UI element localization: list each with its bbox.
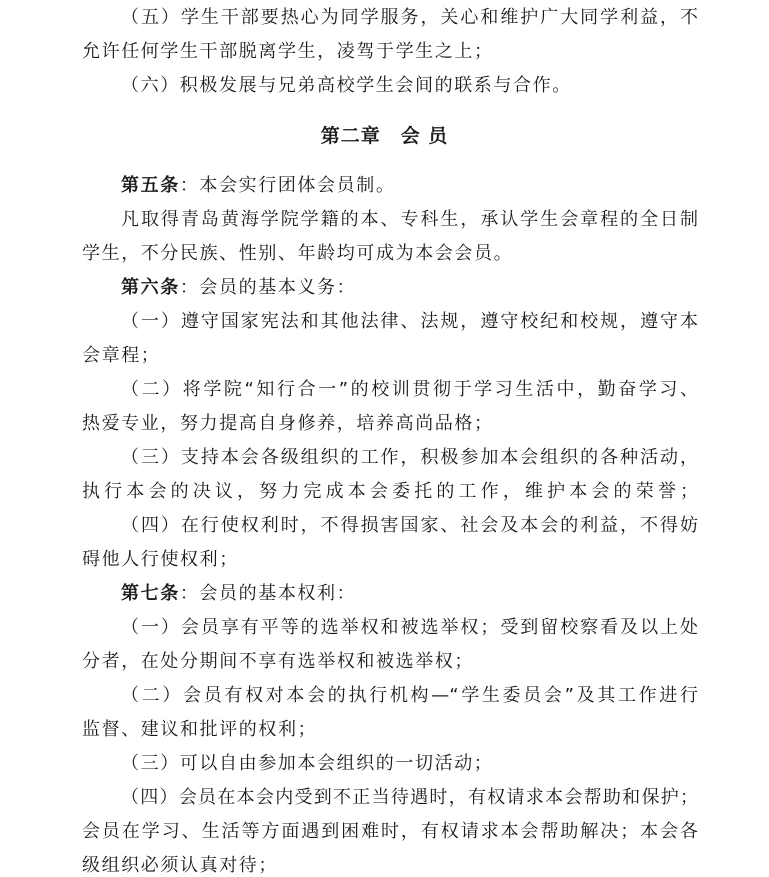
article-line xyxy=(121,583,356,605)
text-line: （三）可以自由参加本会组织的一切活动； xyxy=(121,753,494,774)
text-line: （四）在行使权利时，不得损害国家、社会及本会的利益，不得妨 xyxy=(121,515,698,536)
text-line: （二）将学院“知行合一”的校训贯彻于学习生活中，勤奋学习、 xyxy=(121,379,698,400)
article-label: 第七条 xyxy=(121,583,180,604)
article-text: 会员的基本权利： xyxy=(199,583,357,604)
text-line: （一）遵守国家宪法和其他法律、法规，遵守校纪和校规，遵守本 xyxy=(121,311,698,332)
article-colon: ： xyxy=(179,277,200,298)
text-line: （五）学生干部要热心为同学服务，关心和维护广大同学利益，不 xyxy=(121,7,698,28)
article-label: 第五条 xyxy=(121,175,180,196)
text-line: 允许任何学生干部脱离学生，凌驾于学生之上； xyxy=(82,41,494,62)
text-line: （六）积极发展与兄弟高校学生会间的联系与合作。 xyxy=(121,75,572,96)
text-line: （二）会员有权对本会的执行机构—“学生委员会”及其工作进行 xyxy=(121,685,698,706)
text-line: 级组织必须认真对待； xyxy=(82,855,278,876)
text-line: 监督、建议和批评的权利； xyxy=(82,719,318,740)
text-line: 会员在学习、生活等方面遇到困难时，有权请求本会帮助解决；本会各 xyxy=(82,821,698,842)
text-line: （四）会员在本会内受到不正当待遇时，有权请求本会帮助和保护； xyxy=(121,787,698,808)
text-line: 学生，不分民族、性别、年龄均可成为本会会员。 xyxy=(82,243,514,264)
article-text: 本会实行团体会员制。 xyxy=(199,175,396,196)
article-colon: ： xyxy=(179,175,200,196)
article-line xyxy=(121,175,395,197)
article-label: 第六条 xyxy=(121,277,180,298)
article-line xyxy=(121,277,356,299)
text-line: 热爱专业，努力提高自身修养，培养高尚品格； xyxy=(82,413,494,434)
text-line: 凡取得青岛黄海学院学籍的本、专科生，承认学生会章程的全日制 xyxy=(121,209,698,230)
text-line: 执行本会的决议，努力完成本会委托的工作，维护本会的荣誉； xyxy=(82,481,698,502)
text-line: 会章程； xyxy=(82,345,161,366)
text-line: （三）支持本会各级组织的工作，积极参加本会组织的各种活动， xyxy=(121,447,698,468)
article-text: 会员的基本义务： xyxy=(199,277,357,298)
chapter-title: 第二章 会 员 xyxy=(320,125,449,147)
article-colon: ： xyxy=(179,583,200,604)
text-line: （一）会员享有平等的选举权和被选举权；受到留校察看及以上处 xyxy=(121,617,698,638)
text-line: 碍他人行使权利； xyxy=(82,549,239,570)
text-line: 分者，在处分期间不享有选举权和被选举权； xyxy=(82,651,474,672)
